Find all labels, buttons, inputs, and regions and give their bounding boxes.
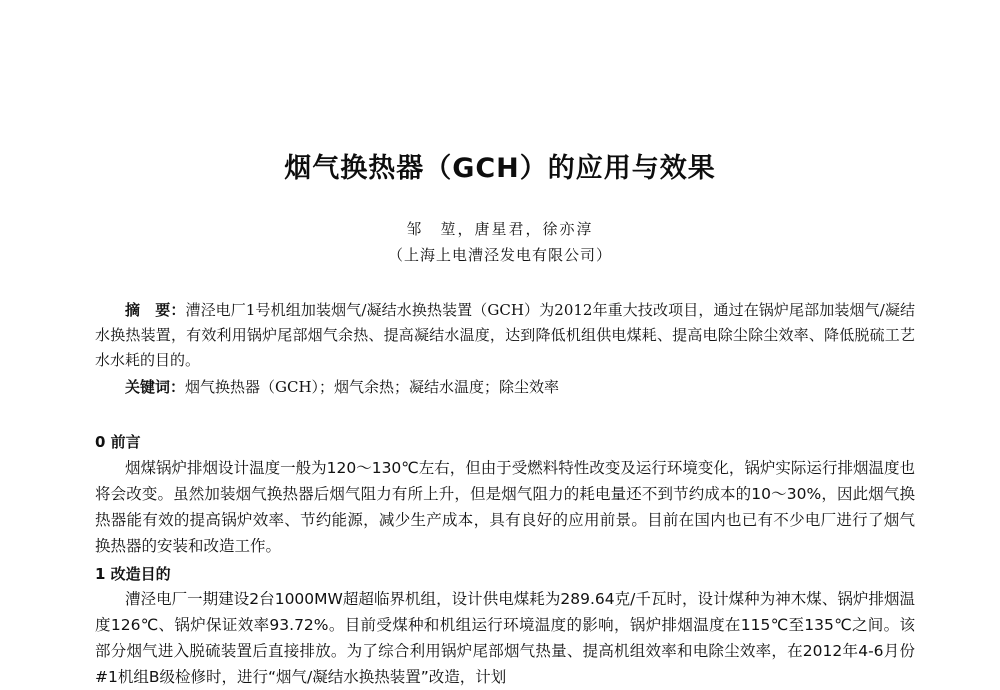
section-body-preface: 烟煤锅炉排烟设计温度一般为120～130℃左右，但由于受燃料特性改变及运行环境变化，锅炉实际运行排烟温度也将会改变。虽然加装烟气换热器后烟气阻力有所上升，但是烟气阻力的耗电量还不到节约成本的10～30%，因此烟气换热器能有效的提高锅炉效率、节约能源，减少生产成本，具有良好的应用前景。目前在国内也已有不少电厂进行了烟气换热器的安装和改造工作。 (95, 459, 915, 555)
keywords-label: 关键词： (125, 378, 186, 396)
keywords-text: 烟气换热器（GCH）；烟气余热；凝结水温度；除尘效率 (185, 378, 560, 396)
section-heading-purpose: 1 改造目的 (95, 565, 171, 583)
author-list: 邹 堃，唐星君，徐亦淳 (406, 220, 594, 238)
section-body-purpose: 漕泾电厂一期建设2台1000MW超超临界机组，设计供电煤耗为289.64克/千瓦时，设计煤种为神木煤、锅炉排烟温度126℃、锅炉保证效率93.72%。目前受煤种和机组运行环境温度的影响，锅炉排烟温度在115℃至135℃之间。该部分烟气进入脱硫装置后直接排放。为了综合利用锅炉尾部烟气热量、提高机组效率和电除尘效率，在2012年4-6月份#1机组B级检修时，进行“烟气/凝结水换热装置”改造，计划 (95, 590, 915, 686)
section-heading-preface: 0 前言 (95, 433, 141, 451)
author-affiliation: （上海上电漕泾发电有限公司） (387, 246, 612, 264)
abstract (95, 298, 915, 373)
keywords (125, 375, 915, 400)
abstract-label: 摘 要： (125, 301, 186, 319)
abstract-text: 漕泾电厂1号机组加装烟气/凝结水换热装置（GCH）为2012年重大技改项目，通过在锅炉尾部加装烟气/凝结水换热装置，有效利用锅炉尾部烟气余热、提高凝结水温度，达到降低机组供电煤耗、提高电除尘除尘效率、降低脱硫工艺水水耗的目的。 (95, 301, 915, 369)
paper-title: 烟气换热器（GCH）的应用与效果 (284, 153, 716, 184)
